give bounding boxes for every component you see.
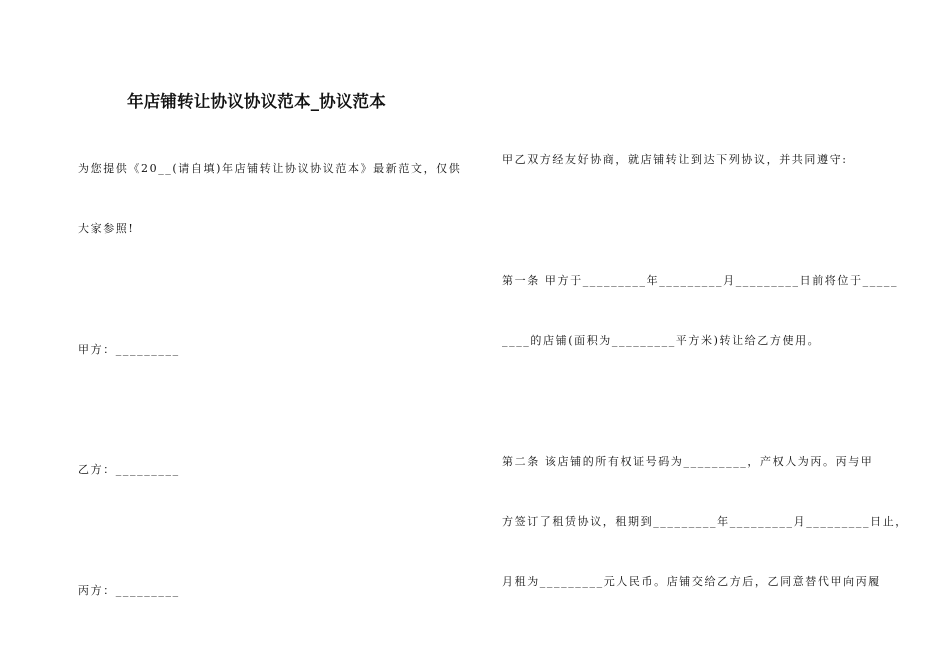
- party-c-line: 丙方：_________: [78, 584, 180, 597]
- article-1-line-2: ____的店铺(面积为_________平方米)转让给乙方使用。: [502, 334, 821, 347]
- party-a-line: 甲方：_________: [78, 343, 180, 356]
- article-2-line-3: 月租为_________元人民币。店铺交给乙方后，乙同意替代甲向丙履: [502, 575, 881, 588]
- preamble-line: 甲乙双方经友好协商，就店铺转让到达下列协议，并共同遵守:: [502, 153, 848, 166]
- intro-line-1: 为您提供《20__(请自填)年店铺转让协议协议范本》最新范文，仅供: [78, 162, 462, 175]
- article-1-line-1: 第一条 甲方于_________年_________月_________日前将位于_____: [502, 274, 899, 287]
- intro-line-2: 大家参照!: [78, 222, 135, 235]
- article-2-line-2: 方签订了租赁协议，租期到_________年_________月_________日止，: [502, 515, 908, 528]
- article-2-line-1: 第二条 该店铺的所有权证号码为_________，产权人为丙。丙与甲: [502, 455, 874, 468]
- party-b-line: 乙方：_________: [78, 463, 180, 476]
- document-title: 年店铺转让协议协议范本_协议范本: [127, 92, 386, 111]
